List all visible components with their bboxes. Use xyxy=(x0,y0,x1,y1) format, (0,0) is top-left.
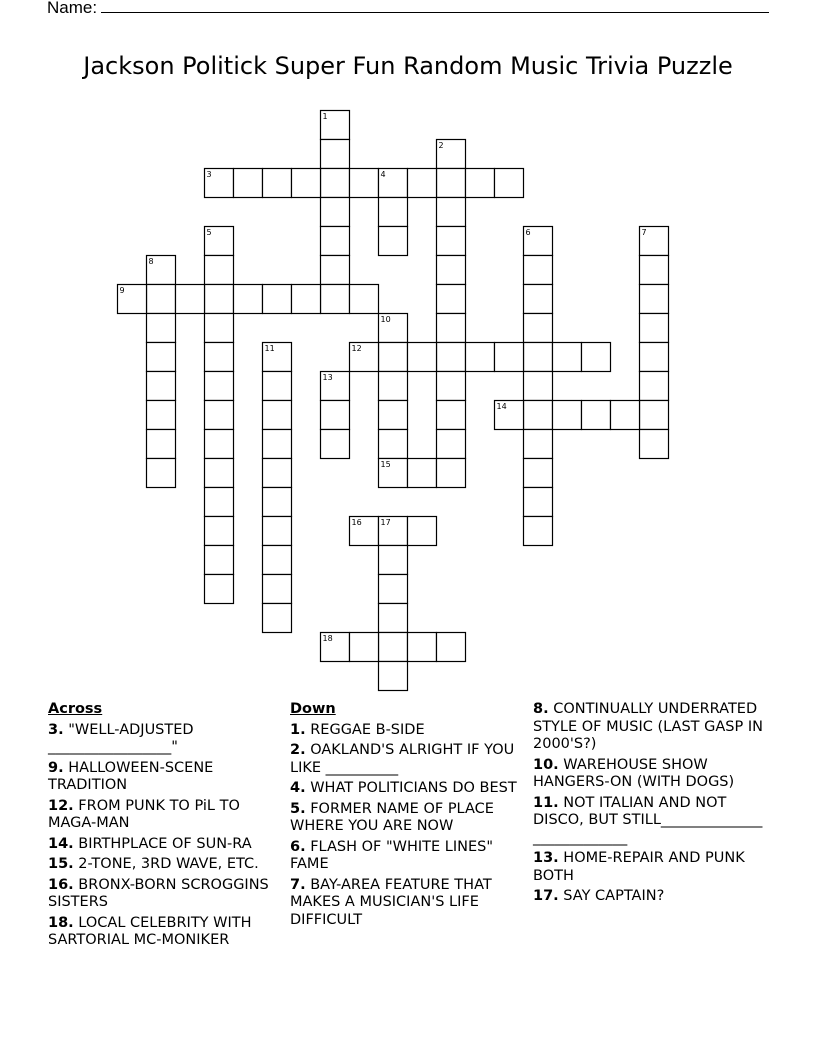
grid-cell[interactable] xyxy=(524,430,553,459)
grid-cell[interactable] xyxy=(205,488,234,517)
clue-text: FORMER NAME OF PLACE WHERE YOU ARE NOW xyxy=(290,800,494,834)
grid-cell[interactable] xyxy=(524,314,553,343)
grid-cell[interactable] xyxy=(640,372,669,401)
clue-number-label: 12 xyxy=(351,344,362,353)
grid-cell[interactable] xyxy=(205,227,234,256)
grid-cell[interactable] xyxy=(147,401,176,430)
clue-number: 16. xyxy=(48,876,74,893)
grid-cell[interactable] xyxy=(466,169,495,198)
grid-cell[interactable] xyxy=(524,401,553,430)
clue-number-label: 18 xyxy=(322,634,333,643)
clue-text: BAY-AREA FEATURE THAT MAKES A MUSICIAN'S LIFE DIFFICULT xyxy=(290,876,492,928)
grid-cell[interactable] xyxy=(524,372,553,401)
grid-cell[interactable] xyxy=(350,169,379,198)
grid-cell[interactable] xyxy=(263,285,292,314)
grid-cell[interactable] xyxy=(437,285,466,314)
clue-number-label: 16 xyxy=(351,518,362,527)
grid-cell[interactable] xyxy=(640,430,669,459)
clue-item xyxy=(48,798,283,833)
grid-cell[interactable] xyxy=(437,430,466,459)
grid-cell[interactable] xyxy=(205,430,234,459)
grid-cell[interactable] xyxy=(437,633,466,662)
grid-cell[interactable] xyxy=(205,256,234,285)
grid-cell[interactable] xyxy=(379,459,408,488)
clue-number: 10. xyxy=(533,756,559,773)
grid-cell[interactable] xyxy=(147,430,176,459)
grid-cell[interactable] xyxy=(379,662,408,691)
clue-item xyxy=(48,836,283,854)
grid-cell[interactable] xyxy=(495,401,524,430)
grid-cell[interactable] xyxy=(205,314,234,343)
grid-cell[interactable] xyxy=(321,285,350,314)
grid-cell[interactable] xyxy=(379,401,408,430)
clue-item xyxy=(290,877,518,930)
grid-cell[interactable] xyxy=(524,488,553,517)
grid-cell[interactable] xyxy=(292,285,321,314)
clue-number: 17. xyxy=(533,888,559,904)
grid-cell[interactable] xyxy=(437,314,466,343)
clue-number-label: 11 xyxy=(264,344,275,353)
grid-cell[interactable] xyxy=(321,140,350,169)
clue-number-label: 5 xyxy=(206,228,212,237)
grid-cell[interactable] xyxy=(205,546,234,575)
grid-cell[interactable] xyxy=(553,343,582,372)
clue-number-label: 15 xyxy=(380,460,391,469)
grid-cell[interactable] xyxy=(437,140,466,169)
across-heading: Across xyxy=(48,701,103,717)
grid-cell[interactable] xyxy=(524,285,553,314)
grid-cell[interactable] xyxy=(205,285,234,314)
clue-item xyxy=(290,742,518,777)
grid-cell[interactable] xyxy=(234,285,263,314)
clue-item xyxy=(48,722,283,757)
grid-cell[interactable] xyxy=(205,517,234,546)
grid-cell[interactable] xyxy=(263,343,292,372)
down-heading: Down xyxy=(290,701,336,717)
grid-cell[interactable] xyxy=(350,343,379,372)
clue-number: 9. xyxy=(48,759,64,776)
grid-cell[interactable] xyxy=(321,256,350,285)
clue-text: REGGAE B-SIDE xyxy=(310,721,425,738)
grid-cell[interactable] xyxy=(524,343,553,372)
grid-cell[interactable] xyxy=(147,372,176,401)
clue-text: OAKLAND'S ALRIGHT IF YOU LIKE __________ xyxy=(290,742,515,776)
name-underline[interactable] xyxy=(101,0,769,13)
clue-text: "WELL-ADJUSTED _________________" xyxy=(48,721,194,755)
clue-number-label: 17 xyxy=(380,518,391,527)
clue-item xyxy=(290,801,518,836)
clue-number-label: 13 xyxy=(322,373,333,382)
clue-item xyxy=(290,722,518,740)
clue-text: SAY CAPTAIN? xyxy=(563,888,665,904)
grid-cell[interactable] xyxy=(640,343,669,372)
clue-text: BIRTHPLACE OF SUN-RA xyxy=(78,835,252,852)
grid-cell[interactable] xyxy=(263,169,292,198)
clue-item xyxy=(533,701,778,754)
grid-cell[interactable] xyxy=(437,198,466,227)
grid-cell[interactable] xyxy=(118,285,147,314)
grid-cell[interactable] xyxy=(205,575,234,604)
grid-cell[interactable] xyxy=(263,430,292,459)
clue-number-label: 3 xyxy=(206,170,212,179)
grid-cell[interactable] xyxy=(321,227,350,256)
clue-item xyxy=(48,856,283,874)
grid-cell[interactable] xyxy=(176,285,205,314)
grid-cell[interactable] xyxy=(321,633,350,662)
name-label: Name: xyxy=(47,0,98,17)
clue-number: 2. xyxy=(290,742,306,758)
clue-text: FROM PUNK TO PiL TO MAGA-MAN xyxy=(48,797,240,831)
grid-cell[interactable] xyxy=(379,169,408,198)
grid-cell[interactable] xyxy=(524,459,553,488)
clues-down-column-continued xyxy=(533,701,778,909)
clue-item xyxy=(533,850,778,885)
grid-cell[interactable] xyxy=(437,169,466,198)
clue-item xyxy=(290,839,518,874)
clue-number: 18. xyxy=(48,914,74,931)
clue-text: HOME-REPAIR AND PUNK BOTH xyxy=(533,850,745,884)
clue-number-label: 4 xyxy=(380,170,386,179)
clue-number: 12. xyxy=(48,797,74,814)
grid-cell[interactable] xyxy=(350,517,379,546)
grid-cell[interactable] xyxy=(379,430,408,459)
grid-cell[interactable] xyxy=(495,343,524,372)
grid-cell[interactable] xyxy=(292,169,321,198)
grid-cell[interactable] xyxy=(321,401,350,430)
grid-cell[interactable] xyxy=(582,343,611,372)
clue-number: 8. xyxy=(533,701,549,717)
grid-cell[interactable] xyxy=(553,401,582,430)
grid-cell[interactable] xyxy=(640,256,669,285)
grid-cell[interactable] xyxy=(147,314,176,343)
clue-text: WAREHOUSE SHOW HANGERS-ON (WITH DOGS) xyxy=(533,756,735,790)
grid-cell[interactable] xyxy=(437,459,466,488)
grid-cell[interactable] xyxy=(350,285,379,314)
grid-cell[interactable] xyxy=(408,517,437,546)
clue-number: 11. xyxy=(533,794,559,811)
grid-cell[interactable] xyxy=(524,517,553,546)
grid-cell[interactable] xyxy=(611,401,640,430)
grid-cell[interactable] xyxy=(147,285,176,314)
grid-cell[interactable] xyxy=(379,546,408,575)
grid-cell[interactable] xyxy=(205,343,234,372)
grid-cell[interactable] xyxy=(524,227,553,256)
clue-text: HALLOWEEN-SCENE TRADITION xyxy=(48,759,214,793)
clue-text: LOCAL CELEBRITY WITH SARTORIAL MC-MONIKER xyxy=(48,914,252,948)
grid-cell[interactable] xyxy=(379,517,408,546)
clue-text: 2-TONE, 3RD WAVE, ETC. xyxy=(78,856,259,872)
clue-number: 3. xyxy=(48,721,64,738)
name-field[interactable] xyxy=(47,0,769,18)
grid-cell[interactable] xyxy=(205,401,234,430)
clues-down-column xyxy=(290,701,518,932)
grid-cell[interactable] xyxy=(321,430,350,459)
clue-number-label: 7 xyxy=(641,228,647,237)
grid-cell[interactable] xyxy=(379,343,408,372)
grid-cell[interactable] xyxy=(263,546,292,575)
clue-text: CONTINUALLY UNDERRATED STYLE OF MUSIC (LAST GASP IN 2000'S?) xyxy=(533,701,763,752)
grid-cell[interactable] xyxy=(437,372,466,401)
grid-cell[interactable] xyxy=(379,372,408,401)
clue-number-label: 14 xyxy=(496,402,507,411)
grid-cell[interactable] xyxy=(408,343,437,372)
grid-cell[interactable] xyxy=(263,401,292,430)
grid-cell[interactable] xyxy=(437,256,466,285)
grid-cell[interactable] xyxy=(205,372,234,401)
clues-across-column xyxy=(48,701,283,953)
clue-number: 7. xyxy=(290,876,306,893)
grid-cell[interactable] xyxy=(205,459,234,488)
grid-cell[interactable] xyxy=(640,314,669,343)
clue-number: 13. xyxy=(533,850,559,866)
clue-item xyxy=(533,757,778,792)
clue-number: 6. xyxy=(290,838,306,855)
clue-number: 1. xyxy=(290,721,306,738)
grid-cell[interactable] xyxy=(408,459,437,488)
grid-cell[interactable] xyxy=(640,227,669,256)
grid-cell[interactable] xyxy=(263,575,292,604)
grid-cell[interactable] xyxy=(321,169,350,198)
clue-item xyxy=(533,888,778,906)
grid-cell[interactable] xyxy=(379,314,408,343)
grid-cell[interactable] xyxy=(379,604,408,633)
grid-cell[interactable] xyxy=(437,343,466,372)
grid-cell[interactable] xyxy=(263,372,292,401)
grid-cell[interactable] xyxy=(379,575,408,604)
grid-cell[interactable] xyxy=(408,633,437,662)
clue-text: NOT ITALIAN AND NOT DISCO, BUT STILL______________ _____________ xyxy=(533,794,763,846)
clue-item xyxy=(48,760,283,795)
grid-cell[interactable] xyxy=(437,401,466,430)
grid-cell[interactable] xyxy=(466,343,495,372)
grid-cell[interactable] xyxy=(263,604,292,633)
clue-item xyxy=(533,795,778,848)
clue-number-label: 2 xyxy=(438,141,444,150)
grid-cell[interactable] xyxy=(263,517,292,546)
grid-cell[interactable] xyxy=(234,169,263,198)
clue-text: WHAT POLITICIANS DO BEST xyxy=(310,780,517,796)
grid-cell[interactable] xyxy=(640,401,669,430)
clue-text: BRONX-BORN SCROGGINS SISTERS xyxy=(48,876,269,910)
clue-number-label: 10 xyxy=(380,315,391,324)
grid-cell[interactable] xyxy=(147,343,176,372)
clue-number: 4. xyxy=(290,780,306,796)
grid-cell[interactable] xyxy=(379,227,408,256)
grid-cell[interactable] xyxy=(263,488,292,517)
grid-cell[interactable] xyxy=(321,111,350,140)
clue-text: FLASH OF "WHITE LINES" FAME xyxy=(290,838,494,872)
clue-number-label: 6 xyxy=(525,228,531,237)
clue-item xyxy=(290,780,518,798)
clue-number-label: 8 xyxy=(148,257,154,266)
grid-cell[interactable] xyxy=(582,401,611,430)
grid-cell[interactable] xyxy=(321,198,350,227)
grid-cell[interactable] xyxy=(640,285,669,314)
grid-cell[interactable] xyxy=(524,256,553,285)
clue-number: 5. xyxy=(290,800,306,817)
clue-item xyxy=(48,915,283,950)
clue-number: 15. xyxy=(48,856,74,872)
grid-cell[interactable] xyxy=(263,459,292,488)
grid-cell[interactable] xyxy=(350,633,379,662)
grid-cell[interactable] xyxy=(495,169,524,198)
grid-cell[interactable] xyxy=(205,169,234,198)
clue-number-label: 9 xyxy=(119,286,125,295)
grid-cell[interactable] xyxy=(147,459,176,488)
grid-cell[interactable] xyxy=(437,227,466,256)
grid-cell[interactable] xyxy=(147,256,176,285)
clue-number: 14. xyxy=(48,835,74,852)
clue-number-label: 1 xyxy=(322,112,328,121)
grid-cell[interactable] xyxy=(379,633,408,662)
puzzle-title: Jackson Politick Super Fun Random Music Trivia Puzzle xyxy=(83,52,733,80)
grid-cell[interactable] xyxy=(321,372,350,401)
clue-item xyxy=(48,877,283,912)
grid-cell[interactable] xyxy=(408,169,437,198)
grid-cell[interactable] xyxy=(379,198,408,227)
